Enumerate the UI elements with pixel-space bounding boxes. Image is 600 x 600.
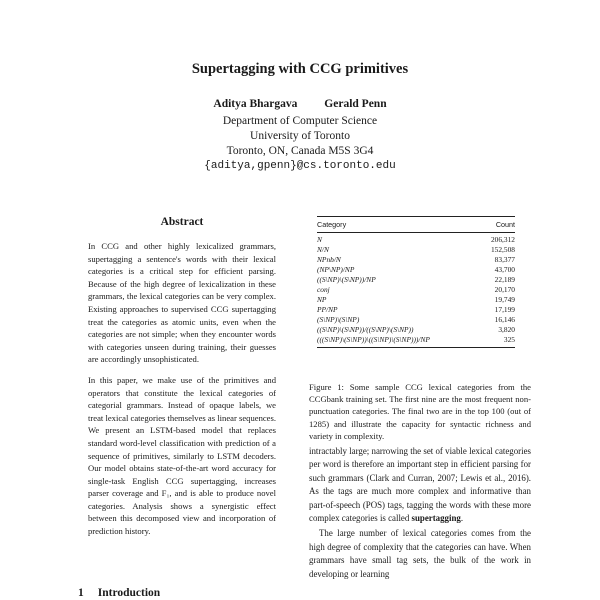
- affiliation-department: Department of Computer Science: [222, 115, 378, 127]
- table-bottom-rule: [317, 347, 515, 348]
- category-table: [317, 216, 515, 348]
- author-name: Gerald Penn: [324, 98, 387, 110]
- affiliation-university: University of Toronto: [250, 130, 350, 142]
- keyword-supertagging: supertagging: [411, 513, 461, 524]
- section-heading: [78, 587, 160, 599]
- table-cell-category: conj: [317, 285, 330, 294]
- intro-paragraph-1-text: intractably large; narrowing the set of viable lexical categories per word is therefore an important step in efficient parsing for such grammars (Clark and Curran, 2007; Lewis et al., 2016). As the tags are much more complex and informative than part-of-speech (POS) tags, tagging the words with these more complex categories is called: [309, 446, 531, 524]
- table-cell-count: 43,700: [494, 265, 515, 274]
- table-cell-count: 83,377: [494, 255, 515, 264]
- table-header: [317, 217, 515, 230]
- table-cell-count: 16,146: [494, 315, 515, 324]
- affiliation-address: Toronto, ON, Canada M5S 3G4: [226, 145, 374, 157]
- table-cell-category: (NP\NP)/NP: [317, 265, 355, 274]
- table-cell-count: 17,199: [494, 305, 515, 314]
- author-line: [0, 98, 600, 110]
- table-cell-category: NP: [317, 295, 327, 304]
- table-cell-count: 3,820: [498, 325, 515, 334]
- table-cell-category: ((S\NP)\(S\NP))/NP: [317, 275, 376, 284]
- intro-paragraph-1: [309, 445, 531, 525]
- abstract-body: [88, 240, 276, 538]
- intro-paragraph-1-end: .: [460, 513, 464, 524]
- table-row: [317, 285, 515, 295]
- table-cell-count: 152,508: [490, 245, 515, 254]
- table-cell-category: N: [317, 235, 322, 244]
- table-row: [317, 335, 515, 345]
- table-row: [317, 325, 515, 335]
- table-cell-category: PP/NP: [317, 305, 338, 314]
- affiliation-email: {aditya,gpenn}@cs.toronto.edu: [204, 160, 396, 172]
- author-name: Aditya Bhargava: [213, 98, 298, 110]
- abstract-paragraph-2: In this paper, we make use of the primitives and operators that constitute the lexical categories of categorial grammars. Instead of opaque labels, we treat lexical categories themselves as linear sequences. We present an LSTM-based model that replaces standard word-level classification with prediction of a sequence of primitives, similarly to LSTM decoders. Our model obtains state-of-the-art word accuracy for single-task English CCG supertagging, increases parser coverage and F₁, and is able to produce novel categories. Analysis shows a synergistic effect between this decomposed view and incorporation of prediction history.: [88, 374, 276, 537]
- figure-caption: Figure 1: Some sample CCG lexical categories from the CCGbank training set. The first nine are the most frequent non-punctuation categories. The final two are in the top 100 (out of 1285) and illustrate the capacity for syntactic richness and variety in complexity.: [309, 382, 531, 441]
- table-cell-category: (S\NP)\(S\NP): [317, 315, 360, 324]
- table-cell-category: N/N: [317, 245, 329, 254]
- table-row: [317, 235, 515, 245]
- section-number: 1: [78, 587, 84, 599]
- table-cell-count: 206,312: [490, 235, 515, 244]
- intro-continuation: [309, 445, 531, 581]
- table-cell-count: 325: [503, 335, 515, 344]
- table-row: [317, 315, 515, 325]
- table-cell-category: (((S\NP)\(S\NP))\((S\NP)\(S\NP)))/NP: [317, 335, 430, 344]
- table-mid-rule: [317, 232, 515, 233]
- table-cell-category: NPnb/N: [317, 255, 341, 264]
- intro-paragraph-2: The large number of lexical categories comes from the high degree of complexity that the categories can have. When grammars have small tag sets, the bulk of the work in developing or learning: [309, 528, 531, 579]
- abstract-paragraph-1: In CCG and other highly lexicalized grammars, supertagging a sentence's words with their lexical categories is a critical step for efficient parsing. Because of the high degree of lexicalization in these grammars, the lexical categories can be very complex. Existing approaches to supervised CCG supertagging treat the categories as atomic units, even when the categories are not simple; when they encounter words with categories unseen during training, their guesses are accordingly unsophisticated.: [88, 241, 276, 365]
- table-cell-category: ((S\NP)\(S\NP))/((S\NP)\(S\NP)): [317, 325, 414, 334]
- abstract-heading: Abstract: [160, 216, 204, 228]
- table-row: [317, 295, 515, 305]
- table-row: [317, 275, 515, 285]
- table-row: [317, 265, 515, 275]
- table-row: [317, 305, 515, 315]
- table-body: [317, 235, 515, 345]
- table-header-category: Category: [317, 220, 347, 229]
- table-row: [317, 245, 515, 255]
- table-cell-count: 22,189: [494, 275, 515, 284]
- section-title: Introduction: [97, 587, 161, 599]
- table-header-count: Count: [495, 220, 515, 229]
- table-cell-count: 19,749: [494, 295, 515, 304]
- table-row: [317, 255, 515, 265]
- table-cell-count: 20,170: [494, 285, 515, 294]
- paper-title: Supertagging with CCG primitives: [191, 61, 409, 77]
